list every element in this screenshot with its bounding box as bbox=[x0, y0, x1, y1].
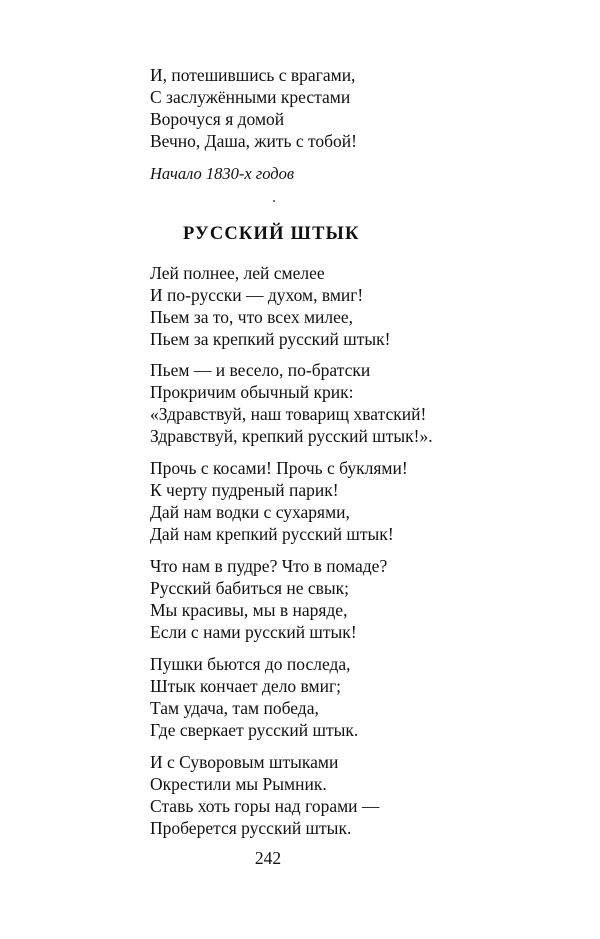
verse-line: Там удача, там победа, bbox=[150, 698, 319, 718]
verse-line: Ворочуся я домой bbox=[150, 109, 285, 129]
stanza bbox=[150, 359, 570, 447]
poem-date: Начало 1830-х годов bbox=[150, 164, 295, 183]
verse-line: Вечно, Даша, жить с тобой! bbox=[150, 131, 357, 151]
verse-line: Дай нам водки с сухарями, bbox=[150, 502, 350, 522]
verse-line: И, потешившись с врагами, bbox=[150, 65, 356, 85]
verse-line: Пушки бьются до последа, bbox=[150, 654, 351, 674]
verse-line: Здравствуй, крепкий русский штык!». bbox=[150, 426, 433, 446]
verse-line: Если с нами русский штык! bbox=[150, 622, 357, 642]
stanza bbox=[150, 653, 570, 741]
previous-poem-stanza bbox=[150, 64, 570, 152]
verse-line: Лей полнее, лей смелее bbox=[150, 263, 325, 283]
verse-line: Прочь с косами! Прочь с буклями! bbox=[150, 458, 408, 478]
stanza bbox=[150, 751, 570, 839]
verse-line: «Здравствуй, наш товарищ хватский! bbox=[150, 404, 427, 424]
verse-line: Русский бабиться не свык; bbox=[150, 578, 350, 598]
verse-line: Что нам в пудре? Что в помаде? bbox=[150, 556, 388, 576]
verse-line: И с Суворовым штыками bbox=[150, 752, 339, 772]
verse-line: Пьем — и весело, по-братски bbox=[150, 360, 371, 380]
verse-line: Где сверкает русский штык. bbox=[150, 720, 359, 740]
verse-line: Дай нам крепкий русский штык! bbox=[150, 524, 394, 544]
page-number: 242 bbox=[254, 848, 282, 868]
verse-line: И по-русски — духом, вмиг! bbox=[150, 285, 364, 305]
verse-line: С заслужёнными крестами bbox=[150, 87, 351, 107]
verse-line: Прокричим обычный крик: bbox=[150, 382, 354, 402]
verse-line: Окрестили мы Рымник. bbox=[150, 774, 327, 794]
verse-line: Пьем за то, что всех милее, bbox=[150, 307, 354, 327]
verse-line: Пьем за крепкий русский штык! bbox=[150, 329, 391, 349]
verse-line: Проберется русский штык. bbox=[150, 818, 352, 838]
verse-line: Мы красивы, мы в наряде, bbox=[150, 600, 348, 620]
verse-line: К черту пудреный парик! bbox=[150, 480, 339, 500]
poem-title: РУССКИЙ ШТЫК bbox=[183, 224, 360, 244]
verse-line: Ставь хоть горы над горами — bbox=[150, 796, 380, 816]
verse-line: Штык кончает дело вмиг; bbox=[150, 676, 341, 696]
separator-dot bbox=[273, 200, 275, 202]
stanza bbox=[150, 457, 570, 545]
stanza bbox=[150, 555, 570, 643]
stanza bbox=[150, 262, 570, 350]
